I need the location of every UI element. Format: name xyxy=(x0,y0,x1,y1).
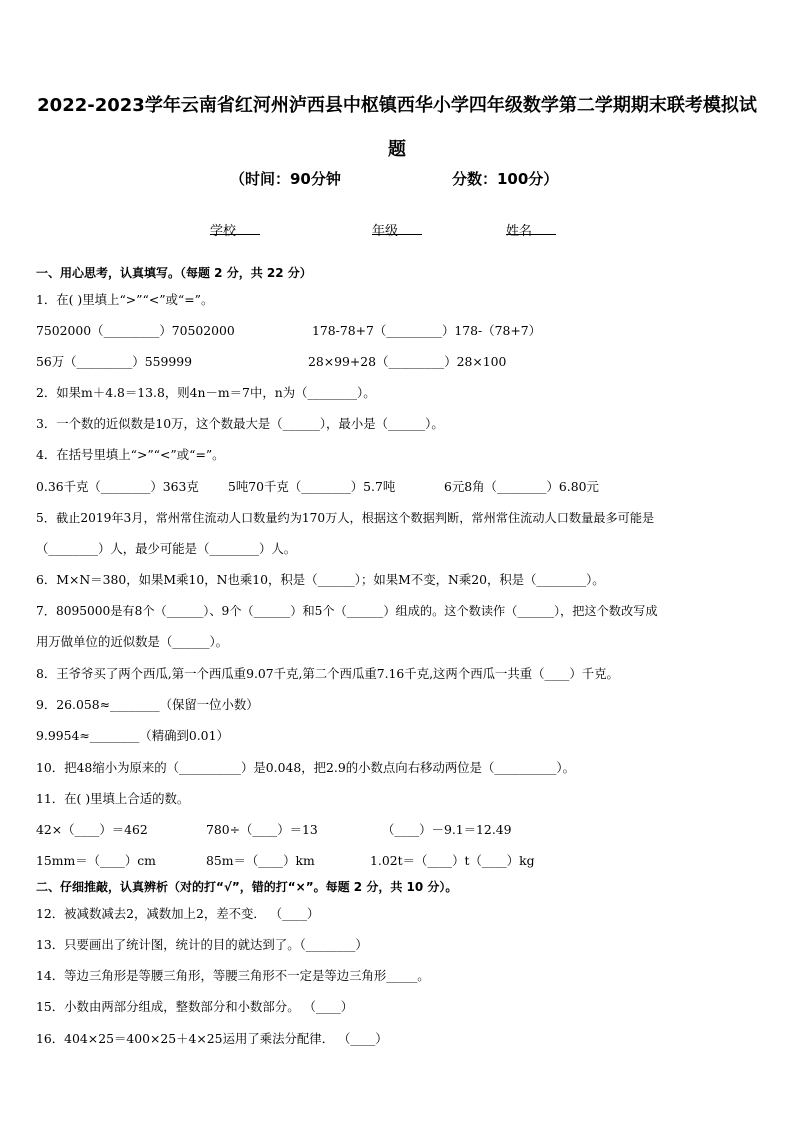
section-2-title: 二、仔细推敲，认真辨析（对的打“√”，错的打“×”。每题 2 分，共 10 分）。 xyxy=(36,880,458,894)
section-1-title: 一、用心思考，认真填写。（每题 2 分，共 22 分） xyxy=(36,266,312,280)
question-12: 12．被减数减去2，减数加上2，差不变． （____） xyxy=(36,906,320,921)
question-11d: 15mm＝（____）cm xyxy=(36,853,156,868)
name-label: 姓名 xyxy=(506,224,533,239)
question-9b: 9.9954≈________（精确到0.01） xyxy=(36,728,229,743)
question-5a: 5．截止2019年3月，常州常住流动人口数量约为170万人，根据这个数据判断，常州常住流动人口数量最多可能是 xyxy=(36,511,655,525)
question-16: 16．404×25＝400×25＋4×25运用了乘法分配律． （____） xyxy=(36,1031,388,1046)
question-3: 3．一个数的近似数是10万，这个数最大是（______），最小是（______）。 xyxy=(36,416,444,431)
question-4b: 5吨70千克（________）5.7吨 xyxy=(228,479,396,494)
page-title: 2022-2023学年云南省红河州泸西县中枢镇西华小学四年级数学第二学期期末联考模拟试题 xyxy=(37,95,757,160)
grade-blank[interactable] xyxy=(372,220,422,235)
question-14: 14．等边三角形是等腰三角形，等腰三角形不一定是等边三角形_____。 xyxy=(36,968,430,983)
question-1a: 7502000（_________）70502000 xyxy=(36,323,235,338)
question-1c: 56万（_________）559999 xyxy=(36,354,192,369)
grade-label: 年级 xyxy=(372,224,399,239)
exam-meta xyxy=(0,168,794,196)
student-info xyxy=(0,220,794,244)
question-1d: 28×99+28（_________）28×100 xyxy=(308,354,507,369)
question-11: 11．在( )里填上合适的数。 xyxy=(36,791,190,806)
question-4a: 0.36千克（________）363克 xyxy=(36,479,199,494)
question-11b: 780÷（____）＝13 xyxy=(206,822,318,837)
exam-score: 分数：100分） xyxy=(452,170,559,188)
question-7b: 用万做单位的近似数是（______）。 xyxy=(36,634,229,649)
question-2: 2．如果m＋4.8＝13.8，则4n－m＝7中，n为（________）。 xyxy=(36,385,376,400)
question-9a: 9．26.058≈________（保留一位小数） xyxy=(36,697,259,712)
question-1b: 178-78+7（_________）178-（78+7） xyxy=(312,323,542,338)
question-7a: 7．8095000是有8个（______）、9个（______）和5个（______）组成的。这个数读作（______），把这个数改写成 xyxy=(36,604,658,618)
question-6: 6．M×N＝380，如果M乘10，N也乘10，积是（______）；如果M不变，N乘20，积是（________）。 xyxy=(36,572,605,587)
question-11e: 85m＝（____）km xyxy=(206,853,315,868)
school-label: 学校 xyxy=(210,224,237,239)
question-5b: （________）人，最少可能是（________）人。 xyxy=(36,541,297,556)
question-4c: 6元8角（________）6.80元 xyxy=(444,479,599,494)
question-11c: （____）－9.1＝12.49 xyxy=(382,822,512,837)
question-13: 13．只要画出了统计图，统计的目的就达到了。（________） xyxy=(36,937,368,952)
name-blank[interactable] xyxy=(506,220,556,235)
question-1: 1．在( )里填上“>”“<”或“=”。 xyxy=(36,292,214,307)
question-11a: 42×（____）＝462 xyxy=(36,822,148,837)
question-11f: 1.02t＝（____）t（____）kg xyxy=(370,853,535,868)
question-10: 10．把48缩小为原来的（__________）是0.048，把2.9的小数点向右移动两位是（__________）。 xyxy=(36,760,575,775)
exam-time: （时间：90分钟 xyxy=(230,170,341,188)
question-15: 15．小数由两部分组成，整数部分和小数部分。 （____） xyxy=(36,999,354,1014)
question-4: 4．在括号里填上“>”“<”或“=”。 xyxy=(36,447,225,462)
school-blank[interactable] xyxy=(210,220,260,235)
question-8: 8．王爷爷买了两个西瓜,第一个西瓜重9.07千克,第二个西瓜重7.16千克,这两个西瓜一共重（____）千克。 xyxy=(36,666,619,681)
